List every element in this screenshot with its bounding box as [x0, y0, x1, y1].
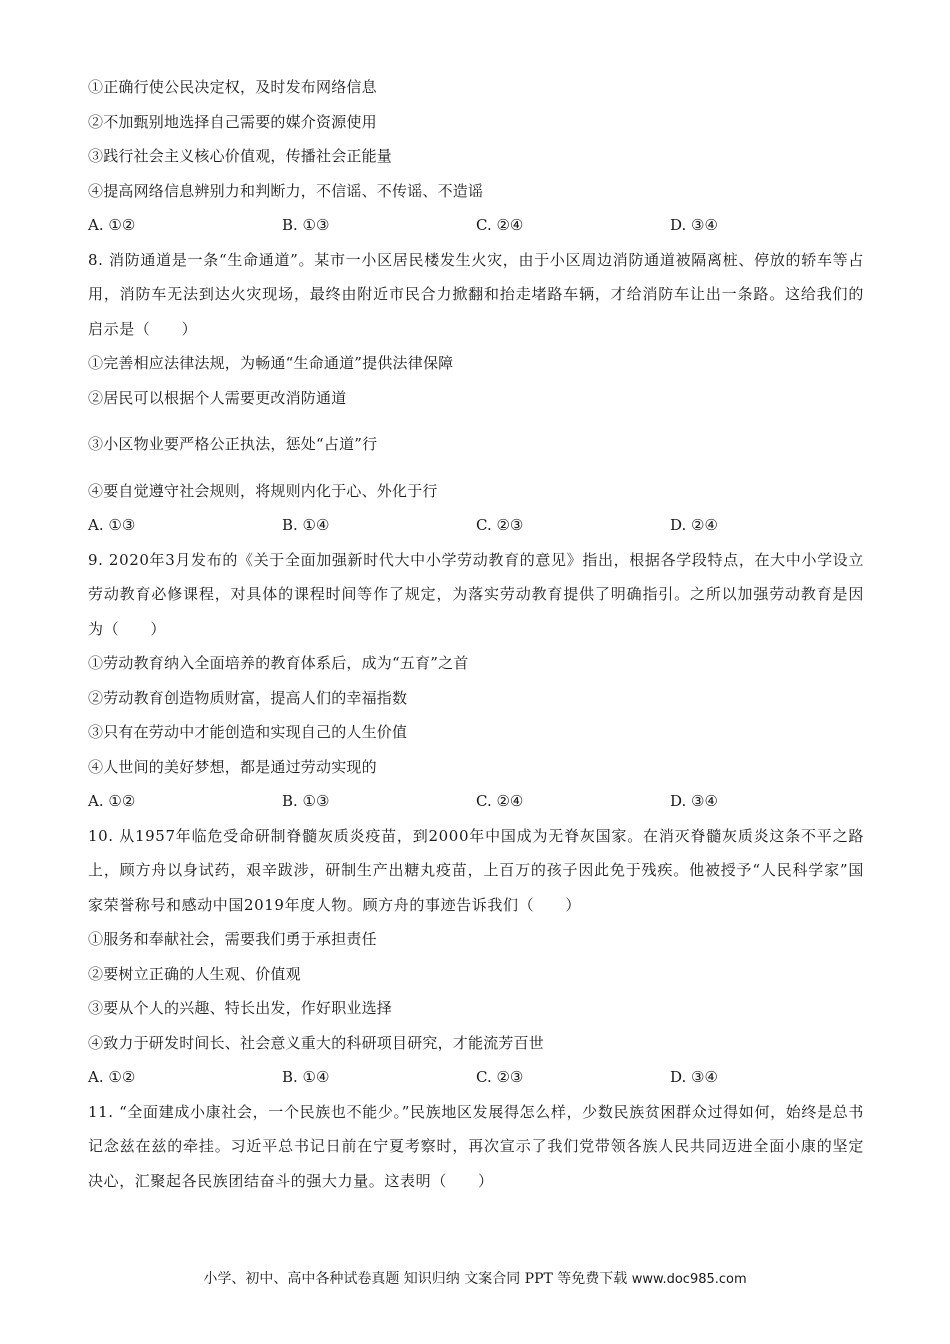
q10-item-3: ③要从个人的兴趣、特长出发，作好职业选择 — [88, 999, 393, 1017]
q10-option-b: B. ①④ — [282, 1068, 330, 1086]
q10-item-1: ①服务和奉献社会，需要我们勇于承担责任 — [88, 930, 377, 948]
q8-item-4: ④要自觉遵守社会规则，将规则内化于心、外化于行 — [88, 481, 438, 500]
q9-item-3: ③只有在劳动中才能创造和实现自己的人生价值 — [88, 723, 408, 741]
footer-url[interactable]: www.doc985.com — [631, 1272, 747, 1287]
q7-option-a: A. ①② — [88, 216, 136, 234]
q10-option-d: D. ③④ — [670, 1068, 718, 1086]
q10-option-a: A. ①② — [88, 1068, 136, 1086]
q10-option-c: C. ②③ — [476, 1068, 524, 1086]
q7-item-3: ③践行社会主义核心价值观，传播社会正能量 — [88, 147, 393, 165]
q9-option-c: C. ②④ — [476, 792, 524, 810]
q8-item-2: ②居民可以根据个人需要更改消防通道 — [88, 388, 347, 407]
q8-stem: 8. 消防通道是一条“生命通道”。某市一小区居民楼发生火灾，由于小区周边消防通道被隔离桩、停放的轿车等占用，消防车无法到达火灾现场，最终由附近市民合力掀翻和抬走堵路车辆，才给消防车让出一条路。这给我们的启示是（ ） — [88, 250, 864, 338]
q8-option-d: D. ②④ — [670, 516, 718, 534]
q7-item-1: ①正确行使公民决定权，及时发布网络信息 — [88, 78, 377, 96]
q9-item-4: ④人世间的美好梦想，都是通过劳动实现的 — [88, 757, 377, 776]
q11-block — [88, 1095, 864, 1199]
q7-block — [88, 70, 864, 243]
q9-stem: 9. 2020年3月发布的《关于全面加强新时代大中小学劳动教育的意见》指出，根据各学段特点，在大中小学设立劳动教育必修课程，对具体的课程时间等作了规定，为落实劳动教育提供了明确指引。之所以加强劳动教育是因为（ ） — [88, 550, 864, 638]
q10-stem: 10. 从1957年临危受命研制脊髓灰质炎疫苗，到2000年中国成为无脊灰国家。在消灭脊髓灰质炎这条不平之路上，顾方舟以身试药，艰辛跋涉，研制生产出糖丸疫苗，上百万的孩子因此免于残疾。他被授予“人民科学家”国家荣誉称号和感动中国2019年度人物。顾方舟的事迹告诉我们（ ） — [88, 826, 864, 914]
page-footer — [0, 1268, 950, 1288]
q10-item-4: ④致力于研发时间长、社会意义重大的科研项目研究，才能流芳百世 — [88, 1033, 545, 1052]
q10-item-2: ②要树立正确的人生观、价值观 — [88, 964, 301, 983]
exam-page — [88, 70, 864, 1198]
q8-options — [88, 508, 864, 543]
q7-item-4: ④提高网络信息辨别力和判断力，不信谣、不传谣、不造谣 — [88, 181, 484, 200]
q8-item-3: ③小区物业要严格公正执法，惩处“占道”行 — [88, 435, 378, 453]
q7-item-2: ②不加甄别地选择自己需要的媒介资源使用 — [88, 112, 377, 131]
q8-option-a: A. ①③ — [88, 516, 136, 534]
q11-stem: 11. “全面建成小康社会，一个民族也不能少。”民族地区发展得怎么样，少数民族贫困群众过得如何，始终是总书记念兹在兹的牵挂。习近平总书记日前在宁夏考察时，再次宣示了我们党带领各族人民共同迈进全面小康的坚定决心，汇聚起各民族团结奋斗的强大力量。这表明（ ） — [88, 1102, 864, 1190]
q7-options — [88, 208, 864, 243]
q8-option-b: B. ①④ — [282, 516, 330, 534]
q9-option-b: B. ①③ — [282, 792, 330, 810]
q9-item-1: ①劳动教育纳入全面培养的教育体系后，成为“五育”之首 — [88, 654, 469, 672]
q10-block — [88, 819, 864, 1095]
q7-option-c: C. ②④ — [476, 216, 524, 234]
q9-item-2: ②劳动教育创造物质财富，提高人们的幸福指数 — [88, 688, 408, 707]
footer-text: 小学、初中、高中各种试卷真题 知识归纳 文案合同 PPT 等免费下载 — [203, 1271, 628, 1287]
q8-item-1: ①完善相应法律法规，为畅通“生命通道”提供法律保障 — [88, 354, 454, 372]
q9-option-d: D. ③④ — [670, 792, 718, 810]
q7-option-d: D. ③④ — [670, 216, 718, 234]
q7-option-b: B. ①③ — [282, 216, 330, 234]
q9-option-a: A. ①② — [88, 792, 136, 810]
q9-block — [88, 543, 864, 819]
q10-options — [88, 1060, 864, 1095]
q8-option-c: C. ②③ — [476, 516, 524, 534]
q9-options — [88, 784, 864, 819]
q8-block — [88, 243, 864, 543]
